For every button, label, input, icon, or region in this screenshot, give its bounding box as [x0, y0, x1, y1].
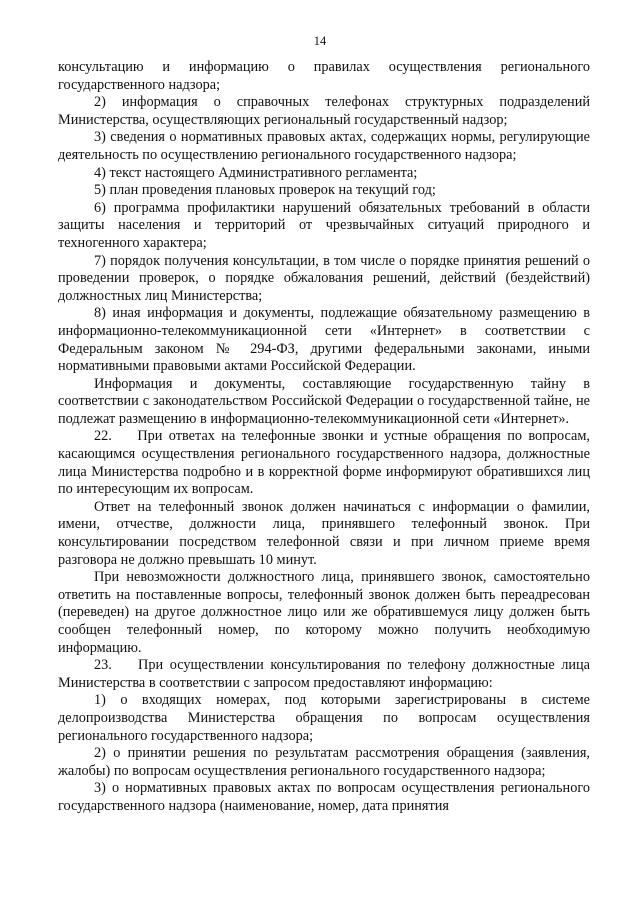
page-number: 14: [313, 34, 327, 48]
list-item-7: 7) порядок получения консультации, в том числе о порядке принятия решений о проведении проверок, о порядке обжалования решений, действий (бездействий) должностных лиц Министерства;: [58, 252, 590, 304]
clause-23: 23. При осуществлении консультирования по телефону должностные лица Министерства в соответствии с запросом предоставляют информацию:: [58, 657, 590, 691]
list-item-4: 4) текст настоящего Административного регламента;: [94, 164, 418, 181]
subitem-1: 1) о входящих номерах, под которыми зарегистрированы в системе делопроизводства Министерства обращения по вопросам осуществления регионального государственного надзора;: [58, 692, 590, 744]
list-item-5: 5) план проведения плановых проверок на текущий год;: [94, 182, 436, 199]
document-body: [58, 59, 590, 816]
subitem-3: 3) о нормативных правовых актах по вопросам осуществления регионального государственного надзора (наименование, номер, дата принятия: [58, 780, 590, 814]
paragraph-state-secret: Информация и документы, составляющие государственную тайну в соответствии с законодательством Российской Федерации о государственной тайне, не подлежат размещению в информационно-телекоммуникационной сети «Интернет».: [58, 375, 590, 427]
list-item-2: 2) информация о справочных телефонах структурных подразделений Министерства, осуществляющих региональный государственный надзор;: [58, 94, 590, 128]
paragraph-redirect: При невозможности должностного лица, принявшего звонок, самостоятельно ответить на поставленные вопросы, телефонный звонок должен быть переадресован (переведен) на другое должностное лицо или же обратившемуся лицу должен быть сообщен телефонный номер, по которому можно получить необходимую информацию.: [58, 569, 590, 656]
list-item-3: 3) сведения о нормативных правовых актах, содержащих нормы, регулирующие деятельность по осуществлению регионального государственного надзора;: [58, 129, 590, 163]
list-item-6: 6) программа профилактики нарушений обязательных требований в области защиты населения и территорий от чрезвычайных ситуаций природного и техногенного характера;: [58, 199, 590, 251]
subitem-2: 2) о принятии решения по результатам рассмотрения обращения (заявления, жалобы) по вопросам осуществления регионального государственного надзора;: [58, 745, 590, 779]
paragraph-continuation: консультацию и информацию о правилах осуществления регионального государственного надзора;: [58, 59, 590, 93]
clause-22: 22. При ответах на телефонные звонки и устные обращения по вопросам, касающимся осуществления регионального государственного надзора, должностные лица Министерства подробно и в корректной форме информируют обратившихся лиц по интересующим их вопросам.: [58, 428, 590, 498]
paragraph-phone-answer: Ответ на телефонный звонок должен начинаться с информации о фамилии, имени, отчестве, должности лица, принявшего телефонный звонок. При консультировании посредством телефонной связи и при личном приеме время разговора не должно превышать 10 минут.: [58, 498, 590, 568]
list-item-8: 8) иная информация и документы, подлежащие обязательному размещению в информационно-телекоммуникационной сети «Интернет» в соответствии с Федеральным законом № 294-ФЗ, другими федеральными законами, иными нормативными правовыми актами Российской Федерации.: [58, 305, 590, 375]
